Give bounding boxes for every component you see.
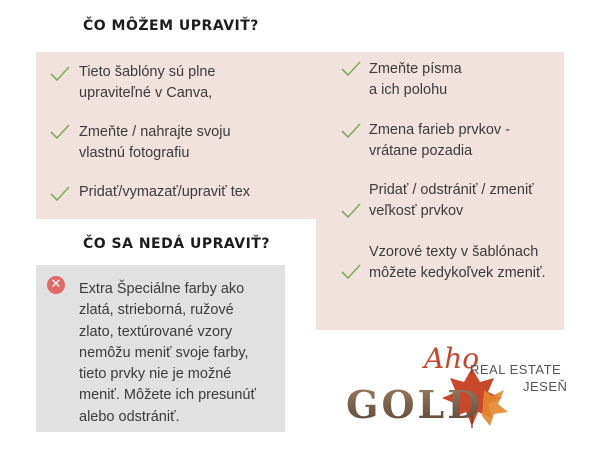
item-line: Tieto šablóny sú plne [79,64,216,80]
check-icon [50,186,70,202]
item-line: vrátane pozadia [369,143,473,159]
brand-logo [340,340,570,430]
text-line: meniť. Môžete ich presunúť [79,387,256,404]
item-line: vlastnú fotografiu [79,145,190,161]
text-line: tieto prvky nie je možné [79,366,232,383]
item-line: môžete kedykoľvek zmeniť. [369,265,546,281]
check-icon [50,66,70,82]
non-editable-heading: ČO SA NEDÁ UPRAVIŤ? [83,236,270,252]
check-icon [341,203,361,219]
item-line: Zmeňte / nahrajte svoju [79,124,231,140]
check-icon [341,264,361,280]
item-line: Zmena farieb prvkov - [369,122,511,138]
item-line: Pridať/vymazať/upraviť tex [79,184,251,200]
check-icon [341,61,361,77]
editable-item [369,242,546,284]
editable-item [369,120,510,162]
text-line: Extra Špeciálne farby ako [79,281,245,297]
item-line: Pridať / odstrániť / zmeniť [369,182,534,198]
item-line: Zmeňte písma [369,61,462,77]
editable-item [79,182,250,203]
logo-word: GOLD [346,382,484,427]
editable-item [79,62,216,104]
item-line: Vzorové texty v šablónach [369,244,539,260]
item-line: upraviteľné v Canva, [79,85,213,101]
text-line: alebo odstrániť. [79,408,180,425]
logo-line2: JESEŇ [523,379,568,394]
editable-item [369,59,462,101]
logo-script: Aho [424,342,480,375]
editable-item [369,180,534,222]
check-icon [50,124,70,140]
item-line: a ich polohu [369,82,448,98]
editable-heading: ČO MÔŽEM UPRAVIŤ? [83,18,259,34]
editable-item [79,122,231,164]
close-circle-icon: ✕ [47,276,65,294]
text-line: zlato, textúrované vzory [79,323,233,340]
text-line: zlatá, strieborná, ružové [79,302,234,319]
logo-line1: REAL ESTATE [470,362,562,377]
check-icon [341,123,361,139]
non-editable-text [79,279,279,428]
item-line: veľkosť prvkov [369,203,464,219]
text-line: nemôžu meniť svoje farby, [79,344,249,361]
